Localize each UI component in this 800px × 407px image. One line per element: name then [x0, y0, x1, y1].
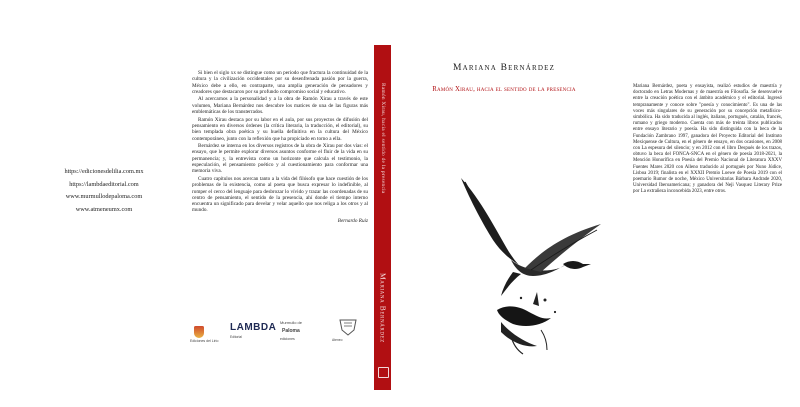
spine-logo-icon — [378, 367, 389, 378]
publisher-logos — [190, 318, 366, 348]
logo-label: Murmullo de — [280, 320, 303, 325]
back-cover-text — [192, 70, 368, 225]
logo-label: ediciones — [280, 337, 295, 341]
front-author: Mariana Bernárdez — [452, 63, 556, 73]
author-bio-text: Mariana Bernárdez, poeta y ensayista, realizó estudios de maestría y doctorado en Letras Modernas y de maestría en Filosofía. Se desenvuelve entre la creación poética con el ámbito académico y el editorial. Ingresó tempranamente y conoce sobre "poesía y conocimiento". Es una de las voces más singulares de su generación por su concepción metafísico-simbólica. Ha sido traducida al inglés, italiano, portugués, catalán, francés, rumano y griego moderno. Cuenta con más de treinta libros publicados entre ensayo literario y poesía. Ha sido distinguida con la beca de la Fundación Zambrano 1997, ganadora del Proyecto Editorial del Instituto Mexiquense de Cultura, en el género de ensayo, en dos ocasiones, en 2008 con La espesura del silencio; y en 2012 con el libro Después de los trazos, obtuvo la beca del FONCA-SNCA en el género de poesía 2018-2021, la Mención Honorífica en Poesía del Premio Nacional de Literatura XXXV Fuentes Mares 2020 con Alleno traducido al portugués por Nuno Júdice, Lisboa 2019; finalista en el XXXII Premio Loewe de Poesía 2019 con el poemario Rumor de noche, México Universitarias Bárbara Andrade 2020, Universidad Iberoamericana; y ganadora del Neji Vasquez Literary Prize por La extrañeza inconcebida 2023, entre otros. — [633, 84, 782, 195]
author-bio — [633, 84, 782, 196]
logo-label: Ediciones del Lirio — [190, 339, 219, 343]
back-paragraph: Si bien el siglo xx se distingue como un periodo que fractura la continuidad de la cultura y la civilización occidentales por su desenfrenada pasión por la guerra, México debe a ello, en contraparte, una amplia generación de pensadores y creadores que destacaron por su profundo compromiso social y educativo. — [192, 70, 368, 95]
back-cover — [160, 0, 374, 407]
logo-wordmark: LAMBDA — [230, 322, 277, 333]
lambda-logo — [230, 322, 277, 346]
spine-author: Mariana Bernárdez — [378, 273, 387, 343]
back-paragraph: Ramón Xirau destaca por su labor en el aula, por sus proyectos de difusión del pensamiento en diversos órdenes (la crítica literaria, la traducción, el editorial), su bien templada obra poética y su huella definitiva en la cultura del México contemporáneo, junto con la reflexión que ha propiciado en torno a ella. — [192, 116, 368, 142]
spine — [374, 45, 391, 390]
logo-wordmark: Paloma — [282, 328, 300, 334]
link-murmullo: www.murmullodepaloma.com — [65, 193, 143, 201]
link-lambda: https://lambdaeditorial.com — [69, 180, 139, 188]
logo-label: Ateneo — [332, 338, 343, 342]
ateneo-logo — [332, 318, 368, 346]
logo-label: Editorial — [230, 335, 242, 339]
signature: Bernardo Ruiz — [337, 217, 368, 224]
left-flap — [0, 0, 160, 407]
murmullo-logo — [280, 320, 320, 346]
front-title: Ramón Xirau, hacia el sentido de la presencia — [432, 86, 576, 93]
crest-icon — [338, 318, 358, 336]
seagull-illustration-icon — [441, 160, 611, 360]
flame-icon — [194, 326, 204, 338]
front-cover — [391, 0, 617, 407]
back-paragraph: Bernárdez se interna en los diversos registros de la obra de Xirau por dos vías: el ensayo, que le permite explorar diversos asuntos conforme el fluir de la vida en su permanencia; y, la entrevista como un horizonte que calcula el testimonio, la especulación, el pensamiento poético y al cuestionamiento para conformar una memoria viva. — [192, 143, 368, 175]
link-lilia: https://edicionesdelilia.com.mx — [64, 168, 144, 175]
right-flap — [617, 0, 800, 407]
back-paragraph: Al acercarnos a la personalidad y a la obra de Ramón Xirau a través de este volumen, Mariana Bernárdez nos descubre los matices de una de las figuras más emblemáticas de los transterrados. — [192, 96, 368, 116]
spine-title: Ramón Xirau, hacia el sentido de la presencia — [379, 83, 386, 194]
link-ateneo: www.atmeneumx.com — [75, 205, 133, 213]
lilio-logo — [190, 326, 220, 346]
back-paragraph: Cuatro capítulos nos acercan tanto a la vida del filósofo que hace cuestión de los problemas de la existencia, como al poeta que busca expresar lo indefinible, al romper el cerco del lenguaje para desbrozar lo vívido y trazar las coordenadas de su centro de pensamiento, el sentido de la presencia, ahí donde el tiempo interno encuentra un significado para develar y velar aquello que nos religa a los otros y al mundo. — [192, 175, 368, 214]
publisher-links — [48, 166, 160, 216]
